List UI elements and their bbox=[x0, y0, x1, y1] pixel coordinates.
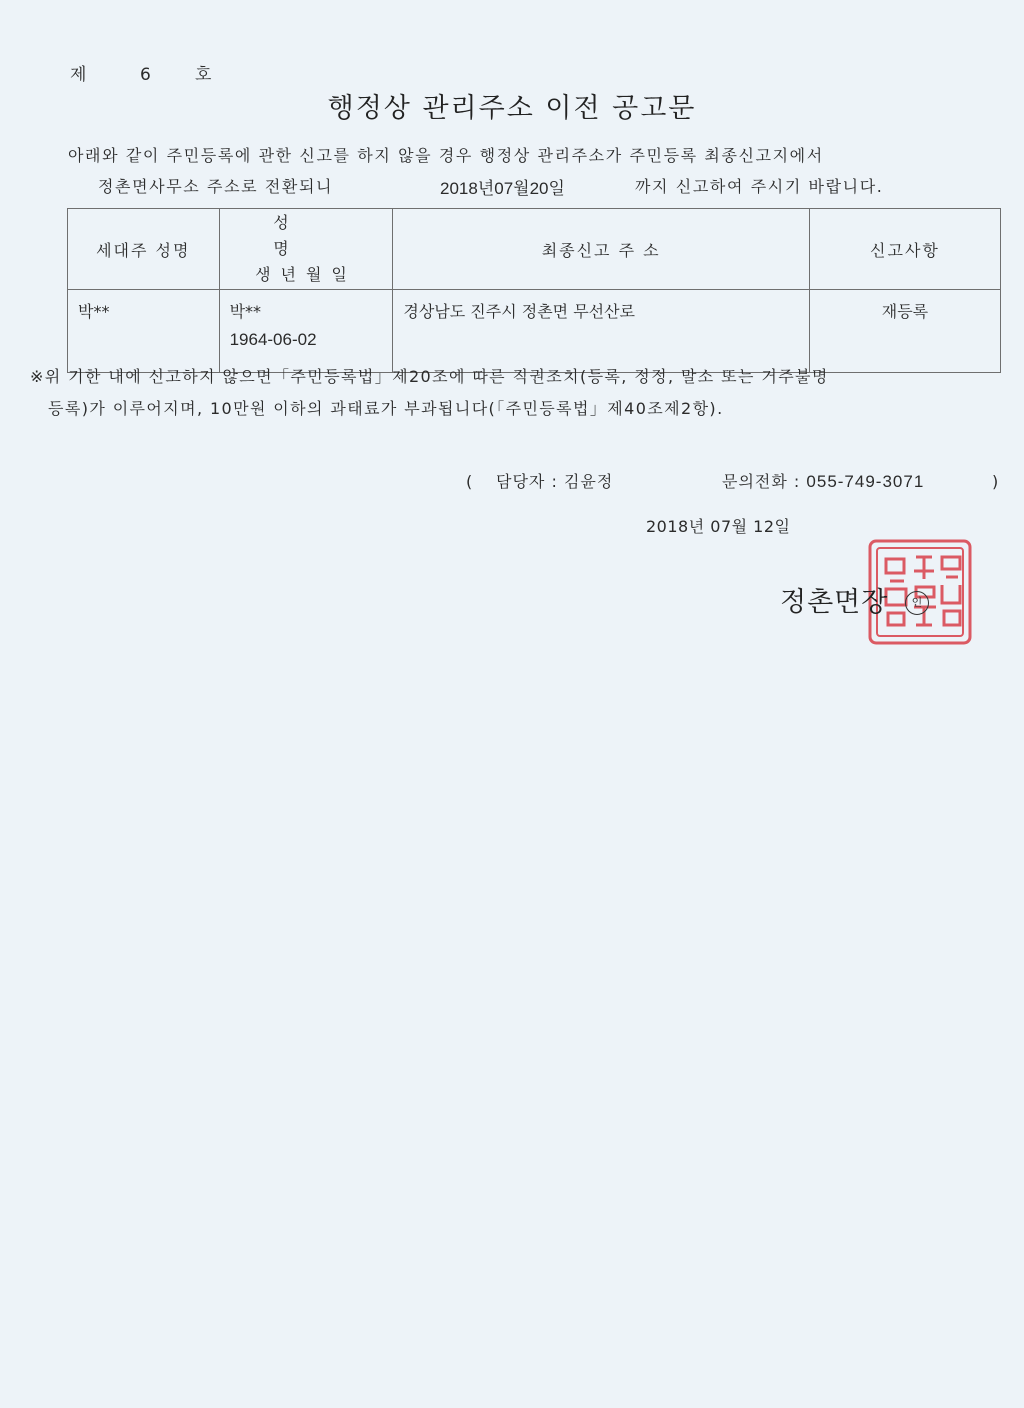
table-header-row bbox=[68, 209, 1001, 290]
contact-open-paren: ( bbox=[466, 472, 474, 491]
header-birth: 생년월일 bbox=[255, 265, 357, 284]
cell-address: 경상남도 진주시 정촌면 무선산로 bbox=[393, 290, 810, 373]
deadline-date: 2018년07월20일 bbox=[440, 179, 565, 198]
table-row bbox=[68, 290, 1001, 373]
header-name-birth bbox=[219, 209, 393, 290]
cell-householder: 박** bbox=[68, 290, 220, 373]
document-number-value: 6 bbox=[140, 65, 151, 85]
header-name: 성 명 bbox=[273, 213, 339, 258]
notice-line-2: 등록)가 이루어지며, 10만원 이하의 과태료가 부과됩니다(「주민등록법」제40조제2항). bbox=[48, 399, 724, 418]
intro-line-2: 정촌면사무소 주소로 전환되니 bbox=[98, 177, 334, 196]
document-number-prefix: 제 bbox=[70, 65, 87, 85]
contact-info bbox=[466, 469, 999, 492]
signer-title: 정촌면장 bbox=[780, 587, 889, 618]
header-householder: 세대주 성명 bbox=[68, 209, 220, 290]
cell-birth: 1964-06-02 bbox=[229, 330, 317, 349]
contact-phone-label: 문의전화 : bbox=[722, 472, 801, 491]
cell-name: 박** bbox=[229, 302, 262, 321]
header-address: 최종신고 주 소 bbox=[393, 209, 810, 290]
seal-mark: 인 bbox=[905, 591, 929, 615]
cell-report: 재등록 bbox=[809, 290, 1000, 373]
contact-person-name: 김윤정 bbox=[563, 472, 614, 491]
document-number-suffix: 호 bbox=[195, 65, 212, 85]
contact-person bbox=[496, 469, 722, 492]
cell-name-birth bbox=[219, 290, 393, 373]
contact-person-label: 담당자 : bbox=[496, 472, 558, 491]
notice-line-1: ※위 기한 내에 신고하지 않으면「주민등록법」제20조에 따른 직권조치(등록, 정정, 말소 또는 거주불명 bbox=[30, 367, 829, 386]
page-title: 행정상 관리주소 이전 공고문 bbox=[327, 93, 697, 124]
intro-line-1: 아래와 같이 주민등록에 관한 신고를 하지 않을 경우 행정상 관리주소가 주민등록 최종신고지에서 bbox=[68, 146, 824, 165]
notice-table bbox=[67, 208, 1001, 373]
contact-phone bbox=[722, 469, 992, 492]
issue-date: 2018년 07월 12일 bbox=[646, 517, 791, 536]
header-report: 신고사항 bbox=[809, 209, 1000, 290]
contact-phone-number: 055-749-3071 bbox=[806, 472, 925, 491]
contact-close-paren: ) bbox=[992, 472, 1000, 491]
document-number bbox=[70, 60, 211, 85]
intro-line-2-end: 까지 신고하여 주시기 바랍니다. bbox=[635, 177, 884, 196]
